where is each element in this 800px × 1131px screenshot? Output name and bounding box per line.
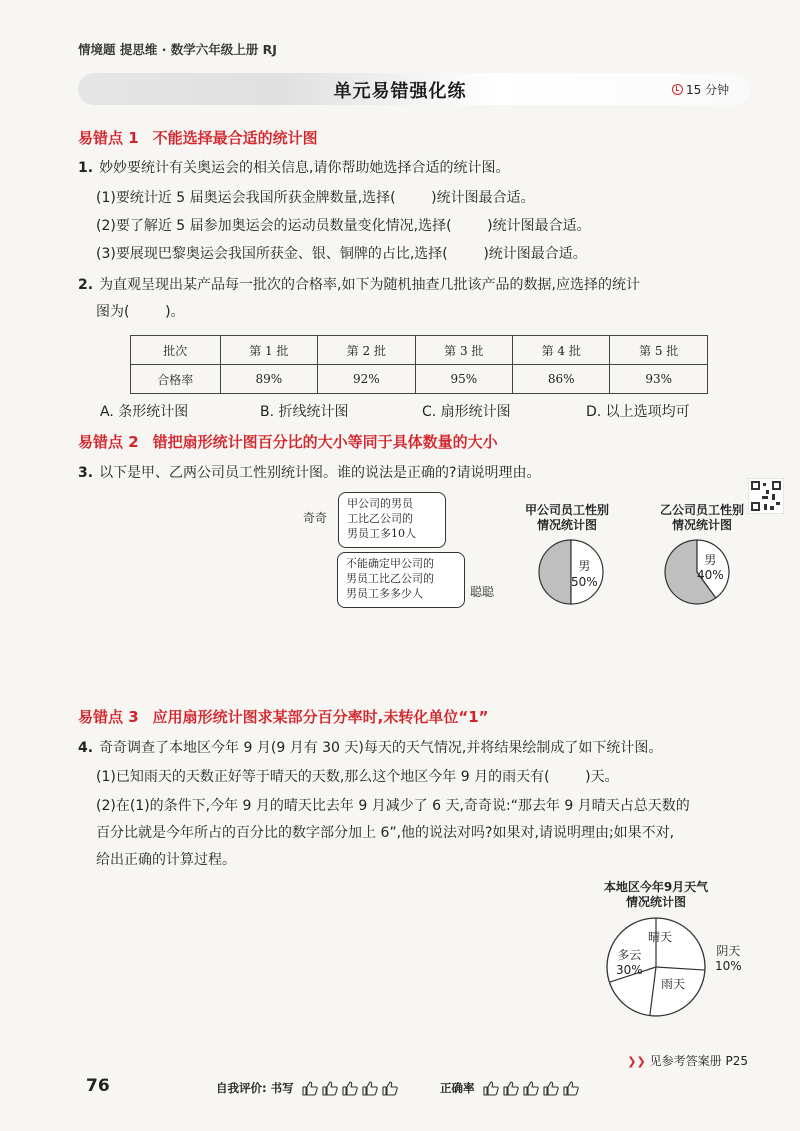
chart-title-line: 甲公司员工性别 xyxy=(524,503,609,517)
weather-pie-title xyxy=(586,880,726,910)
slice-label: 男 xyxy=(578,559,591,573)
thumbs-up-icon[interactable] xyxy=(382,1081,398,1096)
question-number: 1. xyxy=(78,160,94,176)
bubble-line: 甲公司的男员 xyxy=(347,497,413,510)
question-3-stem xyxy=(78,463,541,483)
section-tag: 易错点 3 xyxy=(78,708,139,726)
question-1-stem xyxy=(78,158,510,178)
bubble-line: 不能确定甲公司的 xyxy=(346,557,434,570)
slice-value-label: 40% xyxy=(697,568,724,582)
answer-reference-text: 见参考答案册 P25 xyxy=(649,1054,748,1068)
question-1-part-1: (1)要统计近 5 届奥运会我国所获金牌数量,选择( )统计图最合适。 xyxy=(96,190,535,206)
writing-label: 书写 xyxy=(270,1081,294,1095)
section-heading-2 xyxy=(78,431,498,452)
slice-value-label: 10% xyxy=(715,959,742,973)
section-title: 应用扇形统计图求某部分百分率时,未转化单位“1” xyxy=(152,708,489,726)
question-4-part-2-line-3: 给出正确的计算过程。 xyxy=(96,852,236,868)
table-cell: 第 4 批 xyxy=(513,336,610,365)
pie-a-label xyxy=(571,558,598,590)
question-number: 3. xyxy=(78,465,94,481)
bubble-line: 男员工多多少人 xyxy=(346,587,423,600)
speaker-qiqi: 奇奇 xyxy=(303,511,328,525)
double-chevron-icon: ❯❯ xyxy=(627,1055,646,1068)
table-cell: 第 3 批 xyxy=(415,336,512,365)
running-head: 情境题 提思维 · 数学六年级上册 RJ xyxy=(78,42,277,57)
pass-rate-table xyxy=(130,335,708,394)
bubble-line: 男员工多10人 xyxy=(347,527,416,540)
bubble-line: 男员工比乙公司的 xyxy=(346,572,434,585)
question-4-part-2-line-2: 百分比就是今年所占的百分比的数字部分加上 6”,他的说法对吗?如果对,请说明理由;如果不对, xyxy=(96,825,675,841)
question-4-part-1: (1)已知雨天的天数正好等于晴天的天数,那么这个地区今年 9 月的雨天有( )天。 xyxy=(96,769,619,785)
rainy-label: 雨天 xyxy=(661,977,686,991)
question-number: 2. xyxy=(78,277,94,293)
pie-slice-female xyxy=(539,540,571,604)
self-eval-accuracy xyxy=(440,1080,579,1096)
question-text: 奇奇调查了本地区今年 9 月(9 月有 30 天)每天的天气情况,并将结果绘制成了如下统计图。 xyxy=(99,740,663,756)
chart-title-line: 乙公司员工性别 xyxy=(659,503,744,517)
sunny-label: 晴天 xyxy=(648,930,673,944)
accuracy-rating[interactable] xyxy=(483,1081,579,1096)
speech-bubble-qiqi xyxy=(338,492,446,548)
question-text: 妙妙要统计有关奥运会的相关信息,请你帮助她选择合适的统计图。 xyxy=(99,160,510,176)
option-b[interactable]: B. 折线统计图 xyxy=(260,404,349,420)
pie-b-title xyxy=(643,503,761,533)
option-d[interactable]: D. 以上选项均可 xyxy=(586,404,690,420)
section-heading-3 xyxy=(78,706,489,727)
clock-icon xyxy=(672,84,683,95)
slice-value-label: 30% xyxy=(616,963,643,977)
section-heading-1 xyxy=(78,127,318,148)
page-title: 单元易错强化练 xyxy=(333,81,467,102)
question-2-stem-line-2: 图为( )。 xyxy=(96,304,185,320)
writing-rating[interactable] xyxy=(302,1081,398,1096)
table-row xyxy=(131,365,708,394)
speech-bubble-congcong xyxy=(337,552,465,608)
question-text: 为直观呈现出某产品每一批次的合格率,如下为随机抽查几批该产品的数据,应选择的统计 xyxy=(99,277,640,293)
chart-title-line: 本地区今年9月天气 xyxy=(603,880,709,894)
qr-code[interactable] xyxy=(748,478,784,514)
question-1-part-2: (2)要了解近 5 届参加奥运会的运动员数量变化情况,选择( )统计图最合适。 xyxy=(96,218,591,234)
page-number: 76 xyxy=(86,1076,110,1096)
timer-label: 15 分钟 xyxy=(686,83,730,97)
pie-a-title xyxy=(508,503,626,533)
section-tag: 易错点 1 xyxy=(78,129,139,147)
bubble-line: 工比乙公司的 xyxy=(347,512,413,525)
section-title: 错把扇形统计图百分比的大小等同于具体数量的大小 xyxy=(152,433,498,451)
overcast-label xyxy=(715,944,742,974)
question-number: 4. xyxy=(78,740,94,756)
chart-title-line: 情况统计图 xyxy=(625,895,686,909)
table-cell: 86% xyxy=(513,365,610,394)
table-cell: 93% xyxy=(610,365,708,394)
table-cell: 批次 xyxy=(131,336,221,365)
chart-title-line: 情况统计图 xyxy=(671,518,732,532)
slice-label: 多云 xyxy=(617,948,642,962)
thumbs-up-icon[interactable] xyxy=(322,1081,338,1096)
slice-label: 男 xyxy=(704,553,717,567)
table-cell: 95% xyxy=(415,365,512,394)
answer-reference[interactable] xyxy=(627,1052,748,1069)
table-header-row xyxy=(131,336,708,365)
table-cell: 第 5 批 xyxy=(610,336,708,365)
thumbs-up-icon[interactable] xyxy=(483,1081,499,1096)
thumbs-up-icon[interactable] xyxy=(302,1081,318,1096)
question-4-part-2-line-1: (2)在(1)的条件下,今年 9 月的晴天比去年 9 月减少了 6 天,奇奇说:“那去年 9 月晴天占总天数的 xyxy=(96,798,690,814)
table-cell: 89% xyxy=(220,365,317,394)
thumbs-up-icon[interactable] xyxy=(503,1081,519,1096)
speaker-congcong: 聪聪 xyxy=(470,585,495,599)
section-tag: 易错点 2 xyxy=(78,433,139,451)
table-cell: 第 1 批 xyxy=(220,336,317,365)
thumbs-up-icon[interactable] xyxy=(362,1081,378,1096)
section-title: 不能选择最合适的统计图 xyxy=(152,129,318,147)
accuracy-label: 正确率 xyxy=(440,1081,475,1095)
option-c[interactable]: C. 扇形统计图 xyxy=(422,404,511,420)
cloudy-label xyxy=(616,948,643,978)
question-text: 以下是甲、乙两公司员工性别统计图。谁的说法是正确的?请说明理由。 xyxy=(99,465,541,481)
chart-title-line: 情况统计图 xyxy=(536,518,597,532)
question-2-stem xyxy=(78,275,640,295)
pie-b-label xyxy=(697,553,724,583)
table-cell: 92% xyxy=(318,365,415,394)
table-cell: 第 2 批 xyxy=(318,336,415,365)
self-eval-label: 自我评价: xyxy=(216,1081,267,1095)
question-4-stem xyxy=(78,738,662,758)
question-1-part-3: (3)要展现巴黎奥运会我国所获金、银、铜牌的占比,选择( )统计图最合适。 xyxy=(96,246,587,262)
self-eval-writing xyxy=(216,1080,398,1096)
thumbs-up-icon[interactable] xyxy=(543,1081,559,1096)
option-a[interactable]: A. 条形统计图 xyxy=(100,404,189,420)
thumbs-up-icon[interactable] xyxy=(563,1081,579,1096)
slice-label: 阴天 xyxy=(716,944,741,958)
timer xyxy=(672,81,729,98)
thumbs-up-icon[interactable] xyxy=(523,1081,539,1096)
slice-value-label: 50% xyxy=(571,575,598,589)
table-cell: 合格率 xyxy=(131,365,221,394)
thumbs-up-icon[interactable] xyxy=(342,1081,358,1096)
